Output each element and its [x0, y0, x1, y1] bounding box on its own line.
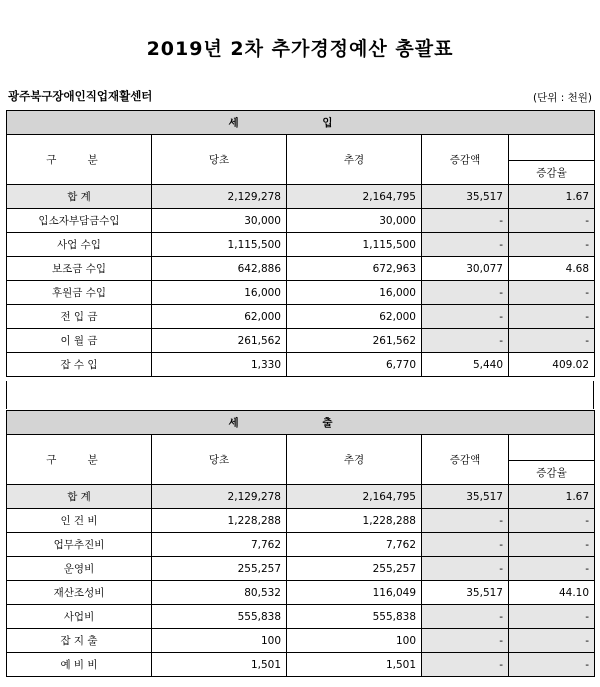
income-section-label: 세 입	[7, 111, 595, 135]
expense-revised-value: 100	[287, 629, 422, 653]
table-gap-frame	[6, 381, 594, 409]
expense-row-name: 업무추진비	[7, 533, 152, 557]
income-header-change-amount: 증감액	[422, 135, 509, 185]
income-change-amount: 30,077	[422, 257, 509, 281]
income-row	[7, 305, 595, 329]
expense-original-value: 7,762	[152, 533, 287, 557]
income-revised-value: 672,963	[287, 257, 422, 281]
income-revised-value: 62,000	[287, 305, 422, 329]
expense-header-revised: 추경	[287, 435, 422, 485]
expense-change-rate: 1.67	[509, 485, 595, 509]
expense-row	[7, 533, 595, 557]
expense-revised-value: 1,228,288	[287, 509, 422, 533]
income-section-header	[7, 111, 595, 135]
income-original-value: 1,330	[152, 353, 287, 377]
expense-change-amount: -	[422, 605, 509, 629]
income-revised-value: 2,164,795	[287, 185, 422, 209]
income-change-amount: 35,517	[422, 185, 509, 209]
expense-change-rate: -	[509, 533, 595, 557]
expense-row-name: 잡 지 출	[7, 629, 152, 653]
unit-label: (단위 : 천원)	[533, 92, 592, 104]
expense-row-name: 예 비 비	[7, 653, 152, 677]
income-change-amount: -	[422, 305, 509, 329]
income-change-rate: -	[509, 329, 595, 353]
income-original-value: 2,129,278	[152, 185, 287, 209]
income-row-name: 전 입 금	[7, 305, 152, 329]
expense-change-rate: -	[509, 509, 595, 533]
income-change-amount: 5,440	[422, 353, 509, 377]
income-row	[7, 329, 595, 353]
expense-column-header	[7, 435, 595, 461]
income-revised-value: 261,562	[287, 329, 422, 353]
expense-row	[7, 653, 595, 677]
expense-original-value: 1,501	[152, 653, 287, 677]
income-row	[7, 281, 595, 305]
income-header-category: 구 분	[7, 135, 152, 185]
income-original-value: 16,000	[152, 281, 287, 305]
income-change-amount: -	[422, 209, 509, 233]
expense-row-name: 인 건 비	[7, 509, 152, 533]
expense-revised-value: 555,838	[287, 605, 422, 629]
income-row-name: 사업 수입	[7, 233, 152, 257]
income-change-rate: 409.02	[509, 353, 595, 377]
income-header-revised: 추경	[287, 135, 422, 185]
expense-change-rate: -	[509, 605, 595, 629]
expense-row	[7, 509, 595, 533]
expense-section-label: 세 출	[7, 411, 595, 435]
income-header-rate-top	[509, 135, 595, 161]
expense-row-name: 사업비	[7, 605, 152, 629]
income-change-rate: -	[509, 305, 595, 329]
income-revised-value: 30,000	[287, 209, 422, 233]
income-row-name: 후원금 수입	[7, 281, 152, 305]
expense-change-amount: -	[422, 533, 509, 557]
expense-row-name: 합 계	[7, 485, 152, 509]
expense-header-category: 구 분	[7, 435, 152, 485]
income-row-name: 입소자부담금수입	[7, 209, 152, 233]
income-revised-value: 1,115,500	[287, 233, 422, 257]
expense-header-original: 당초	[152, 435, 287, 485]
expense-row	[7, 581, 595, 605]
expense-row	[7, 605, 595, 629]
expense-change-rate: -	[509, 629, 595, 653]
income-change-rate: -	[509, 233, 595, 257]
expense-original-value: 255,257	[152, 557, 287, 581]
income-header-change-rate: 증감율	[509, 161, 595, 185]
expense-change-rate: 44.10	[509, 581, 595, 605]
income-column-header	[7, 135, 595, 161]
expense-revised-value: 255,257	[287, 557, 422, 581]
expense-revised-value: 1,501	[287, 653, 422, 677]
organization-name: 광주북구장애인직업재활센터	[8, 89, 153, 103]
income-original-value: 62,000	[152, 305, 287, 329]
income-row-name: 합 계	[7, 185, 152, 209]
expense-change-rate: -	[509, 557, 595, 581]
income-row-name: 이 월 금	[7, 329, 152, 353]
income-change-rate: -	[509, 209, 595, 233]
expense-row-name: 재산조성비	[7, 581, 152, 605]
income-row	[7, 185, 595, 209]
expense-row-name: 운영비	[7, 557, 152, 581]
expense-change-amount: -	[422, 509, 509, 533]
expense-header-change-rate: 증감율	[509, 461, 595, 485]
income-row	[7, 353, 595, 377]
income-original-value: 30,000	[152, 209, 287, 233]
income-row	[7, 209, 595, 233]
expense-row	[7, 629, 595, 653]
income-change-amount: -	[422, 329, 509, 353]
income-change-amount: -	[422, 233, 509, 257]
income-revised-value: 16,000	[287, 281, 422, 305]
income-row-name: 보조금 수입	[7, 257, 152, 281]
income-row	[7, 233, 595, 257]
income-row	[7, 257, 595, 281]
expense-original-value: 1,228,288	[152, 509, 287, 533]
expense-change-amount: -	[422, 557, 509, 581]
page-title: 2019년 2차 추가경정예산 총괄표	[146, 38, 454, 60]
income-change-amount: -	[422, 281, 509, 305]
income-original-value: 1,115,500	[152, 233, 287, 257]
expense-change-amount: -	[422, 629, 509, 653]
income-table	[6, 110, 595, 377]
expense-change-amount: -	[422, 653, 509, 677]
expense-change-amount: 35,517	[422, 581, 509, 605]
income-change-rate: 1.67	[509, 185, 595, 209]
expense-change-rate: -	[509, 653, 595, 677]
expense-row	[7, 557, 595, 581]
expense-table	[6, 410, 595, 677]
income-rows	[7, 185, 595, 377]
income-row-name: 잡 수 입	[7, 353, 152, 377]
expense-header-rate-top	[509, 435, 595, 461]
expense-revised-value: 2,164,795	[287, 485, 422, 509]
expense-section-header	[7, 411, 595, 435]
expense-original-value: 2,129,278	[152, 485, 287, 509]
expense-original-value: 555,838	[152, 605, 287, 629]
income-revised-value: 6,770	[287, 353, 422, 377]
expense-revised-value: 116,049	[287, 581, 422, 605]
expense-original-value: 80,532	[152, 581, 287, 605]
income-change-rate: 4.68	[509, 257, 595, 281]
expense-header-change-amount: 증감액	[422, 435, 509, 485]
expense-rows	[7, 485, 595, 677]
income-header-original: 당초	[152, 135, 287, 185]
expense-revised-value: 7,762	[287, 533, 422, 557]
income-original-value: 642,886	[152, 257, 287, 281]
expense-row	[7, 485, 595, 509]
income-change-rate: -	[509, 281, 595, 305]
expense-original-value: 100	[152, 629, 287, 653]
expense-change-amount: 35,517	[422, 485, 509, 509]
income-original-value: 261,562	[152, 329, 287, 353]
